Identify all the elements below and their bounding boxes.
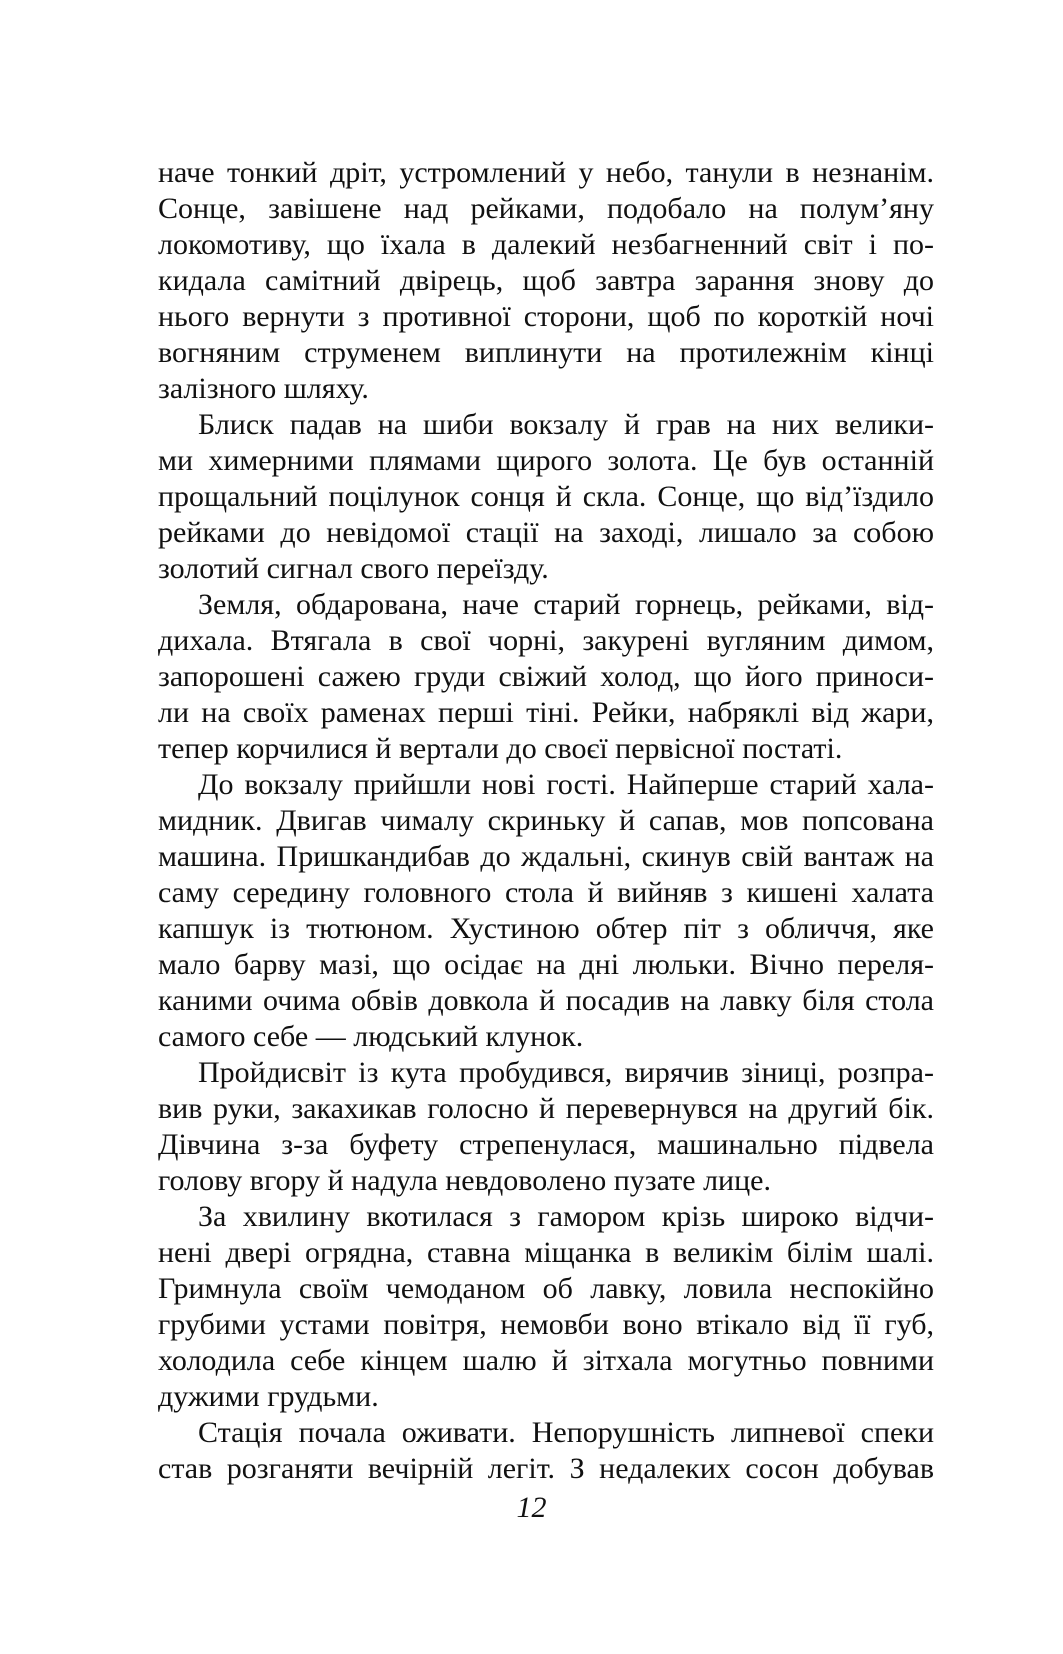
text-line: мидник. Двигав чималу скриньку й сапав, мов попсована — [158, 804, 934, 837]
paragraph-3 — [158, 587, 934, 767]
text-line: До вокзалу прийшли нові гості. Найперше старий хала- — [198, 768, 934, 801]
text-line: локомотиву, що їхала в далекий незбагненний світ і по- — [158, 228, 934, 261]
text-line: Земля, обдарована, наче старий горнець, рейками, від- — [198, 588, 934, 621]
text-line: За хвилину вкотилася з гамором крізь широко відчи- — [198, 1200, 934, 1233]
text-line: машина. Пришкандибав до ждальні, скинув свій вантаж на — [158, 840, 934, 873]
text-line: ми химерними плямами щирого золота. Це був останній — [158, 444, 934, 477]
text-line: тепер корчилися й вертали до своєї первісної постаті. — [158, 732, 843, 765]
text-line: наче тонкий дріт, устромлений у небо, танули в незнанім. — [158, 156, 934, 189]
text-line: Дівчина з-за буфету стрепенулася, машинально підвела — [158, 1128, 934, 1161]
text-line: кидала самітний двірець, щоб завтра зарання знову до — [158, 264, 934, 297]
paragraph-5 — [158, 1055, 934, 1199]
text-line: прощальний поцілунок сонця й скла. Сонце, що від’їздило — [158, 480, 934, 513]
text-line: вив руки, закахикав голосно й перевернувся на другий бік. — [158, 1092, 934, 1125]
text-line: голову вгору й надула невдоволено пузате лице. — [158, 1164, 771, 1197]
paragraph-2 — [158, 407, 934, 587]
text-line: залізного шляху. — [158, 372, 369, 405]
paragraph-4 — [158, 767, 934, 1055]
text-line: золотий сигнал свого переїзду. — [158, 552, 549, 585]
text-line: холодила себе кінцем шалю й зітхала могутньо повними — [158, 1344, 934, 1377]
text-line: дихала. Втягала в свої чорні, закурені вугляним димом, — [158, 624, 934, 657]
text-line: Пройдисвіт із кута пробудився, вирячив зіниці, розпра- — [198, 1056, 934, 1089]
text-line: запорошені сажею груди свіжий холод, що його приноси- — [158, 660, 934, 693]
text-line: Блиск падав на шиби вокзалу й грав на них велики- — [198, 408, 934, 441]
text-line: Стація почала оживати. Непорушність липневої спеки — [198, 1416, 934, 1449]
text-line: самого себе — людський клунок. — [158, 1020, 584, 1053]
text-line: ли на своїх раменах перші тіні. Рейки, набряклі від жари, — [158, 696, 934, 729]
text-line: нені двері огрядна, ставна міщанка в великім білім шалі. — [158, 1236, 934, 1269]
page-text — [158, 155, 934, 1487]
paragraph-6 — [158, 1199, 934, 1415]
text-line: мало барву мазі, що осідає на дні люльки. Вічно переля- — [158, 948, 934, 981]
paragraph-7 — [158, 1415, 934, 1487]
text-line: Сонце, завішене над рейками, подобало на полум’яну — [158, 192, 934, 225]
text-line: дужими грудьми. — [158, 1380, 379, 1413]
text-line: став розганяти вечірній легіт. З недалеких сосон добував — [158, 1452, 934, 1485]
page-number: 12 — [516, 1491, 547, 1524]
text-line: Гримнула своїм чемоданом об лавку, ловила неспокійно — [158, 1272, 934, 1305]
text-line: нього вернути з противної сторони, щоб по короткій ночі — [158, 300, 934, 333]
text-line: саму середину головного стола й вийняв з кишені халата — [158, 876, 934, 909]
text-line: рейками до невідомої стації на заході, лишало за собою — [158, 516, 934, 549]
text-line: капшук із тютюном. Хустиною обтер піт з обличчя, яке — [158, 912, 934, 945]
text-line: грубими устами повітря, немовби воно втікало від її губ, — [158, 1308, 934, 1341]
paragraph-1 — [158, 155, 934, 407]
text-line: каними очима обвів довкола й посадив на лавку біля стола — [158, 984, 934, 1017]
text-line: вогняним струменем виплинути на протилежнім кінці — [158, 336, 934, 369]
